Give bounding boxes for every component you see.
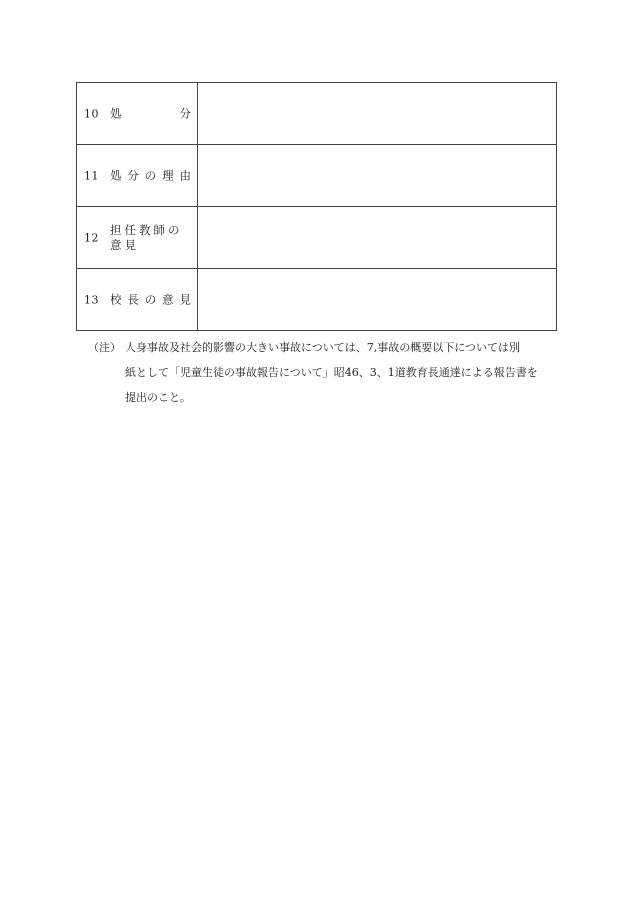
row-label-homeroom-teacher-opinion: 担任教師の意見 (110, 222, 183, 252)
label-cell-disposition-reason (77, 145, 198, 207)
value-cell-disposition[interactable] (198, 83, 557, 145)
value-cell-homeroom-teacher-opinion[interactable] (198, 207, 557, 269)
footnote-line-1: 人身事故及社会的影響の大きい事故については、7,事故の概要以下については別 (125, 341, 521, 354)
label-cell-principal-opinion (77, 269, 198, 331)
label-char: 処 (110, 168, 122, 182)
footnote-first-line (88, 335, 570, 360)
label-char: 校 (110, 292, 122, 306)
label-char: 分 (179, 106, 191, 120)
row-label-principal-opinion (110, 292, 191, 307)
row-label-disposition-reason (110, 168, 191, 183)
report-form-table (76, 82, 557, 331)
row-number: 12 (84, 231, 99, 244)
label-char: 分 (127, 168, 139, 182)
label-char: の (144, 168, 157, 182)
footnote-line-3: 提出のこと。 (125, 391, 191, 404)
table-row (77, 145, 557, 207)
table-row (77, 83, 557, 145)
footnote-line-2: 紙として「児童生徒の事故報告について」昭46、3、1道教育長通達による報告書を (125, 366, 538, 379)
label-char: 処 (110, 106, 122, 120)
label-char: の (144, 292, 157, 306)
row-number: 11 (84, 169, 99, 182)
label-char: 長 (127, 292, 139, 306)
footnote-mark: （注） (88, 341, 121, 354)
table-row (77, 207, 557, 269)
row-number: 13 (84, 293, 99, 306)
label-cell-disposition (77, 83, 198, 145)
value-cell-disposition-reason[interactable] (198, 145, 557, 207)
row-number: 10 (84, 107, 99, 120)
label-char: 見 (179, 292, 191, 306)
row-label-disposition (110, 106, 191, 121)
label-char: 意 (162, 292, 174, 306)
label-cell-homeroom-teacher-opinion (77, 207, 198, 269)
footnote (88, 335, 570, 410)
label-char: 理 (162, 168, 174, 182)
table-row (77, 269, 557, 331)
label-char: 由 (179, 168, 191, 182)
value-cell-principal-opinion[interactable] (198, 269, 557, 331)
